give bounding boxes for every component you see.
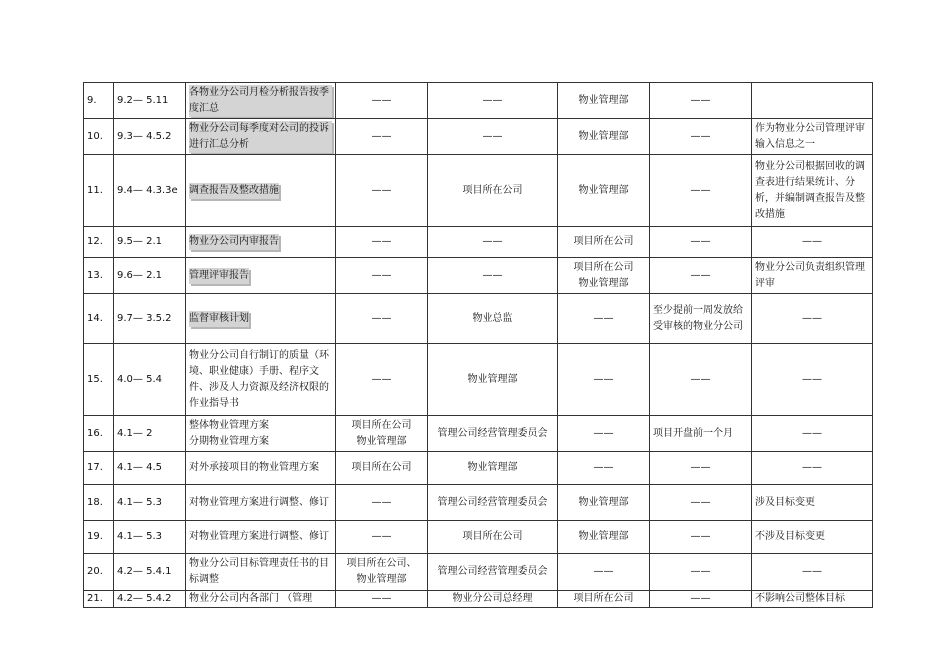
prepared-by-cell xyxy=(336,294,428,344)
prepared-by-cell xyxy=(336,591,428,608)
item-name-text: 整体物业管理方案 分期物业管理方案 xyxy=(189,419,269,447)
clause-code-cell xyxy=(114,344,186,416)
table-row xyxy=(84,591,873,608)
clause-code-cell xyxy=(114,227,186,258)
table-row xyxy=(84,294,873,344)
remarks-text: —— xyxy=(802,236,822,247)
deadline-cell xyxy=(650,591,752,608)
prepared-by-text: —— xyxy=(371,312,392,324)
prepared-by-cell xyxy=(336,227,428,258)
remarks-text: 不涉及目标变更 xyxy=(755,531,825,542)
item-name-cell xyxy=(186,119,336,155)
approved-by-text: 物业管理部 xyxy=(467,373,518,385)
prepared-by-cell xyxy=(336,554,428,591)
deadline-cell xyxy=(650,258,752,294)
prepared-by-text: 项目所在公司 xyxy=(351,462,412,473)
filed-by-text: 物业管理部 xyxy=(578,130,629,142)
prepared-by-cell xyxy=(336,416,428,452)
approved-by-cell xyxy=(428,155,558,227)
deadline-cell xyxy=(650,227,752,258)
clause-code-text: 4.1— 5.3 xyxy=(117,531,162,542)
approved-by-text: 物业总监 xyxy=(472,312,513,324)
filed-by-cell xyxy=(558,521,650,554)
filed-by-text: —— xyxy=(593,312,614,324)
item-name-cell xyxy=(186,416,336,452)
clause-code-text: 9.2— 5.11 xyxy=(117,94,169,106)
remarks-cell xyxy=(752,258,873,294)
prepared-by-text: 项目所在公司、 物业管理部 xyxy=(346,558,417,585)
approved-by-text: 物业分公司总经理 xyxy=(452,593,533,604)
filed-by-cell xyxy=(558,227,650,258)
approved-by-cell xyxy=(428,83,558,119)
table-row xyxy=(84,119,873,155)
row-number-cell xyxy=(84,344,114,416)
filed-by-text: 物业管理部 xyxy=(578,184,629,196)
row-number-text: 15. xyxy=(87,373,103,385)
filed-by-text: 物业管理部 xyxy=(578,531,629,542)
deadline-cell xyxy=(650,452,752,485)
clause-code-cell xyxy=(114,591,186,608)
clause-code-cell xyxy=(114,554,186,591)
filed-by-text: —— xyxy=(593,373,614,385)
row-number-text: 14. xyxy=(87,312,103,324)
approved-by-text: 管理公司经营管理委员会 xyxy=(437,566,548,577)
remarks-cell xyxy=(752,554,873,591)
filed-by-cell xyxy=(558,155,650,227)
item-name-cell xyxy=(186,344,336,416)
filed-by-cell xyxy=(558,591,650,608)
table-row xyxy=(84,416,873,452)
prepared-by-text: —— xyxy=(371,236,392,247)
approved-by-text: 管理公司经营管理委员会 xyxy=(437,496,548,508)
remarks-text: 不影响公司整体目标 xyxy=(755,593,845,604)
filed-by-text: 项目所在公司 xyxy=(573,593,634,604)
prepared-by-cell xyxy=(336,452,428,485)
clause-code-text: 4.1— 5.3 xyxy=(117,496,162,508)
item-name-cell xyxy=(186,485,336,521)
filed-by-cell xyxy=(558,485,650,521)
remarks-cell xyxy=(752,344,873,416)
row-number-cell xyxy=(84,155,114,227)
row-number-cell xyxy=(84,591,114,608)
deadline-text: —— xyxy=(690,373,711,385)
remarks-cell xyxy=(752,452,873,485)
item-name-text: 各物业分公司月检分析报告按季度汇总 xyxy=(189,85,332,117)
clause-code-text: 4.2— 5.4.1 xyxy=(117,566,172,577)
prepared-by-cell xyxy=(336,83,428,119)
clause-code-text: 4.1— 4.5 xyxy=(117,462,162,473)
row-number-text: 19. xyxy=(87,531,103,542)
item-name-cell xyxy=(186,591,336,608)
table-row xyxy=(84,452,873,485)
row-number-cell xyxy=(84,258,114,294)
approved-by-text: 项目所在公司 xyxy=(462,531,523,542)
deadline-text: —— xyxy=(690,184,711,196)
remarks-text: 涉及目标变更 xyxy=(755,496,815,508)
filed-by-cell xyxy=(558,294,650,344)
clause-code-text: 4.2— 5.4.2 xyxy=(117,593,172,604)
clause-code-text: 9.4— 4.3.3e xyxy=(117,184,178,196)
approved-by-text: 项目所在公司 xyxy=(462,184,523,196)
approved-by-cell xyxy=(428,554,558,591)
clause-code-cell xyxy=(114,83,186,119)
item-name-cell xyxy=(186,452,336,485)
remarks-cell xyxy=(752,294,873,344)
deadline-text: —— xyxy=(690,269,711,281)
deadline-text: —— xyxy=(690,593,711,604)
filed-by-cell xyxy=(558,416,650,452)
remarks-cell xyxy=(752,485,873,521)
row-number-cell xyxy=(84,294,114,344)
remarks-text: —— xyxy=(802,373,822,385)
item-name-text: 物业分公司每季度对公司的投诉进行汇总分析 xyxy=(189,121,332,153)
remarks-cell xyxy=(752,591,873,608)
item-name-text: 物业分公司内各部门 （管理 xyxy=(189,593,313,604)
remarks-cell xyxy=(752,119,873,155)
row-number-cell xyxy=(84,119,114,155)
row-number-text: 21. xyxy=(87,593,103,604)
approved-by-cell xyxy=(428,344,558,416)
row-number-text: 11. xyxy=(87,184,103,196)
remarks-text: 物业分公司负责组织管理评审 xyxy=(755,261,865,289)
approved-by-text: 管理公司经营管理委员会 xyxy=(437,427,548,439)
deadline-text: 至少提前一周发放给受审核的物业分公司 xyxy=(653,304,743,332)
table-row xyxy=(84,344,873,416)
prepared-by-text: —— xyxy=(371,269,392,281)
prepared-by-text: —— xyxy=(371,496,392,508)
row-number-text: 13. xyxy=(87,269,103,281)
row-number-text: 16. xyxy=(87,427,103,439)
filed-by-cell xyxy=(558,258,650,294)
item-name-text: 物业分公司目标管理责任书的目标调整 xyxy=(189,558,329,585)
item-name-cell xyxy=(186,554,336,591)
row-number-cell xyxy=(84,452,114,485)
deadline-cell xyxy=(650,83,752,119)
item-name-text: 物业分公司内审报告 xyxy=(189,234,279,250)
table-row xyxy=(84,554,873,591)
row-number-cell xyxy=(84,521,114,554)
remarks-cell xyxy=(752,155,873,227)
item-name-text: 管理评审报告 xyxy=(189,268,249,284)
clause-code-cell xyxy=(114,294,186,344)
table-body xyxy=(84,83,873,608)
prepared-by-text: 项目所在公司 物业管理部 xyxy=(351,419,412,447)
document-table xyxy=(83,82,873,608)
prepared-by-text: —— xyxy=(371,184,392,196)
clause-code-cell xyxy=(114,521,186,554)
approved-by-cell xyxy=(428,416,558,452)
approved-by-text: —— xyxy=(482,236,503,247)
approved-by-cell xyxy=(428,485,558,521)
approved-by-text: —— xyxy=(482,269,503,281)
table-row xyxy=(84,155,873,227)
item-name-text: 物业分公司自行制订的质量（环境、职业健康）手册、程序文件、涉及人力资源及经济权限的作业指导书 xyxy=(189,349,329,409)
prepared-by-cell xyxy=(336,485,428,521)
filed-by-text: 物业管理部 xyxy=(578,94,629,106)
clause-code-text: 9.3— 4.5.2 xyxy=(117,130,172,142)
row-number-cell xyxy=(84,485,114,521)
table-row xyxy=(84,485,873,521)
clause-code-text: 4.0— 5.4 xyxy=(117,373,162,385)
clause-code-cell xyxy=(114,155,186,227)
item-name-cell xyxy=(186,258,336,294)
deadline-text: —— xyxy=(690,94,711,106)
approved-by-text: 物业管理部 xyxy=(467,462,518,473)
prepared-by-text: —— xyxy=(371,373,392,385)
item-name-cell xyxy=(186,83,336,119)
prepared-by-cell xyxy=(336,344,428,416)
clause-code-cell xyxy=(114,416,186,452)
filed-by-cell xyxy=(558,452,650,485)
deadline-cell xyxy=(650,119,752,155)
deadline-text: —— xyxy=(690,566,711,577)
approved-by-cell xyxy=(428,521,558,554)
item-name-cell xyxy=(186,521,336,554)
deadline-cell xyxy=(650,485,752,521)
item-name-text: 对物业管理方案进行调整、修订 xyxy=(189,531,329,542)
deadline-text: —— xyxy=(690,496,711,508)
prepared-by-cell xyxy=(336,155,428,227)
approved-by-cell xyxy=(428,591,558,608)
item-name-text: 对外承接项目的物业管理方案 xyxy=(189,462,319,473)
row-number-text: 12. xyxy=(87,236,103,247)
item-name-text: 对物业管理方案进行调整、修订 xyxy=(189,496,329,508)
remarks-cell xyxy=(752,521,873,554)
item-name-cell xyxy=(186,155,336,227)
prepared-by-text: —— xyxy=(371,531,392,542)
approved-by-cell xyxy=(428,258,558,294)
approved-by-cell xyxy=(428,294,558,344)
clause-code-text: 9.5— 2.1 xyxy=(117,236,162,247)
deadline-text: 项目开盘前一个月 xyxy=(653,427,733,439)
item-name-text: 调查报告及整改措施 xyxy=(189,183,279,199)
filed-by-cell xyxy=(558,554,650,591)
clause-code-text: 9.6— 2.1 xyxy=(117,269,162,281)
row-number-text: 10. xyxy=(87,130,103,142)
deadline-cell xyxy=(650,554,752,591)
remarks-cell xyxy=(752,83,873,119)
table-row xyxy=(84,521,873,554)
filed-by-text: 项目所在公司 物业管理部 xyxy=(573,261,634,289)
approved-by-cell xyxy=(428,452,558,485)
prepared-by-cell xyxy=(336,258,428,294)
remarks-text: 物业分公司根据回收的调查表进行结果统计、分析，并编制调查报告及整改措施 xyxy=(755,160,865,220)
clause-code-text: 9.7— 3.5.2 xyxy=(117,312,172,324)
filed-by-text: 项目所在公司 xyxy=(573,236,634,247)
clause-code-cell xyxy=(114,119,186,155)
filed-by-text: 物业管理部 xyxy=(578,496,629,508)
row-number-cell xyxy=(84,227,114,258)
filed-by-cell xyxy=(558,119,650,155)
row-number-text: 20. xyxy=(87,566,103,577)
deadline-cell xyxy=(650,416,752,452)
deadline-cell xyxy=(650,155,752,227)
item-name-text: 监督审核计划 xyxy=(189,311,249,327)
approved-by-cell xyxy=(428,227,558,258)
row-number-cell xyxy=(84,416,114,452)
deadline-cell xyxy=(650,294,752,344)
deadline-cell xyxy=(650,521,752,554)
filed-by-text: —— xyxy=(593,462,614,473)
remarks-cell xyxy=(752,416,873,452)
row-number-cell xyxy=(84,554,114,591)
row-number-cell xyxy=(84,83,114,119)
filed-by-text: —— xyxy=(593,427,614,439)
prepared-by-cell xyxy=(336,521,428,554)
table-row xyxy=(84,258,873,294)
remarks-cell xyxy=(752,227,873,258)
deadline-text: —— xyxy=(690,130,711,142)
table-row xyxy=(84,83,873,119)
item-name-cell xyxy=(186,227,336,258)
prepared-by-cell xyxy=(336,119,428,155)
remarks-text: —— xyxy=(802,427,822,439)
remarks-text: —— xyxy=(802,462,822,473)
filed-by-cell xyxy=(558,83,650,119)
deadline-text: —— xyxy=(690,462,711,473)
row-number-text: 18. xyxy=(87,496,103,508)
approved-by-text: —— xyxy=(482,130,503,142)
remarks-text: —— xyxy=(802,566,822,577)
prepared-by-text: —— xyxy=(371,94,392,106)
row-number-text: 9. xyxy=(87,94,97,106)
prepared-by-text: —— xyxy=(371,130,392,142)
deadline-text: —— xyxy=(690,531,711,542)
approved-by-cell xyxy=(428,119,558,155)
clause-code-cell xyxy=(114,485,186,521)
row-number-text: 17. xyxy=(87,462,103,473)
item-name-cell xyxy=(186,294,336,344)
table-row xyxy=(84,227,873,258)
clause-code-text: 4.1— 2 xyxy=(117,427,153,439)
filed-by-text: —— xyxy=(593,566,614,577)
approved-by-text: —— xyxy=(482,94,503,106)
deadline-text: —— xyxy=(690,236,711,247)
remarks-text: 作为物业分公司管理评审输入信息之一 xyxy=(755,122,865,150)
prepared-by-text: —— xyxy=(371,593,392,604)
clause-code-cell xyxy=(114,452,186,485)
remarks-text: —— xyxy=(802,312,822,324)
clause-code-cell xyxy=(114,258,186,294)
deadline-cell xyxy=(650,344,752,416)
filed-by-cell xyxy=(558,344,650,416)
